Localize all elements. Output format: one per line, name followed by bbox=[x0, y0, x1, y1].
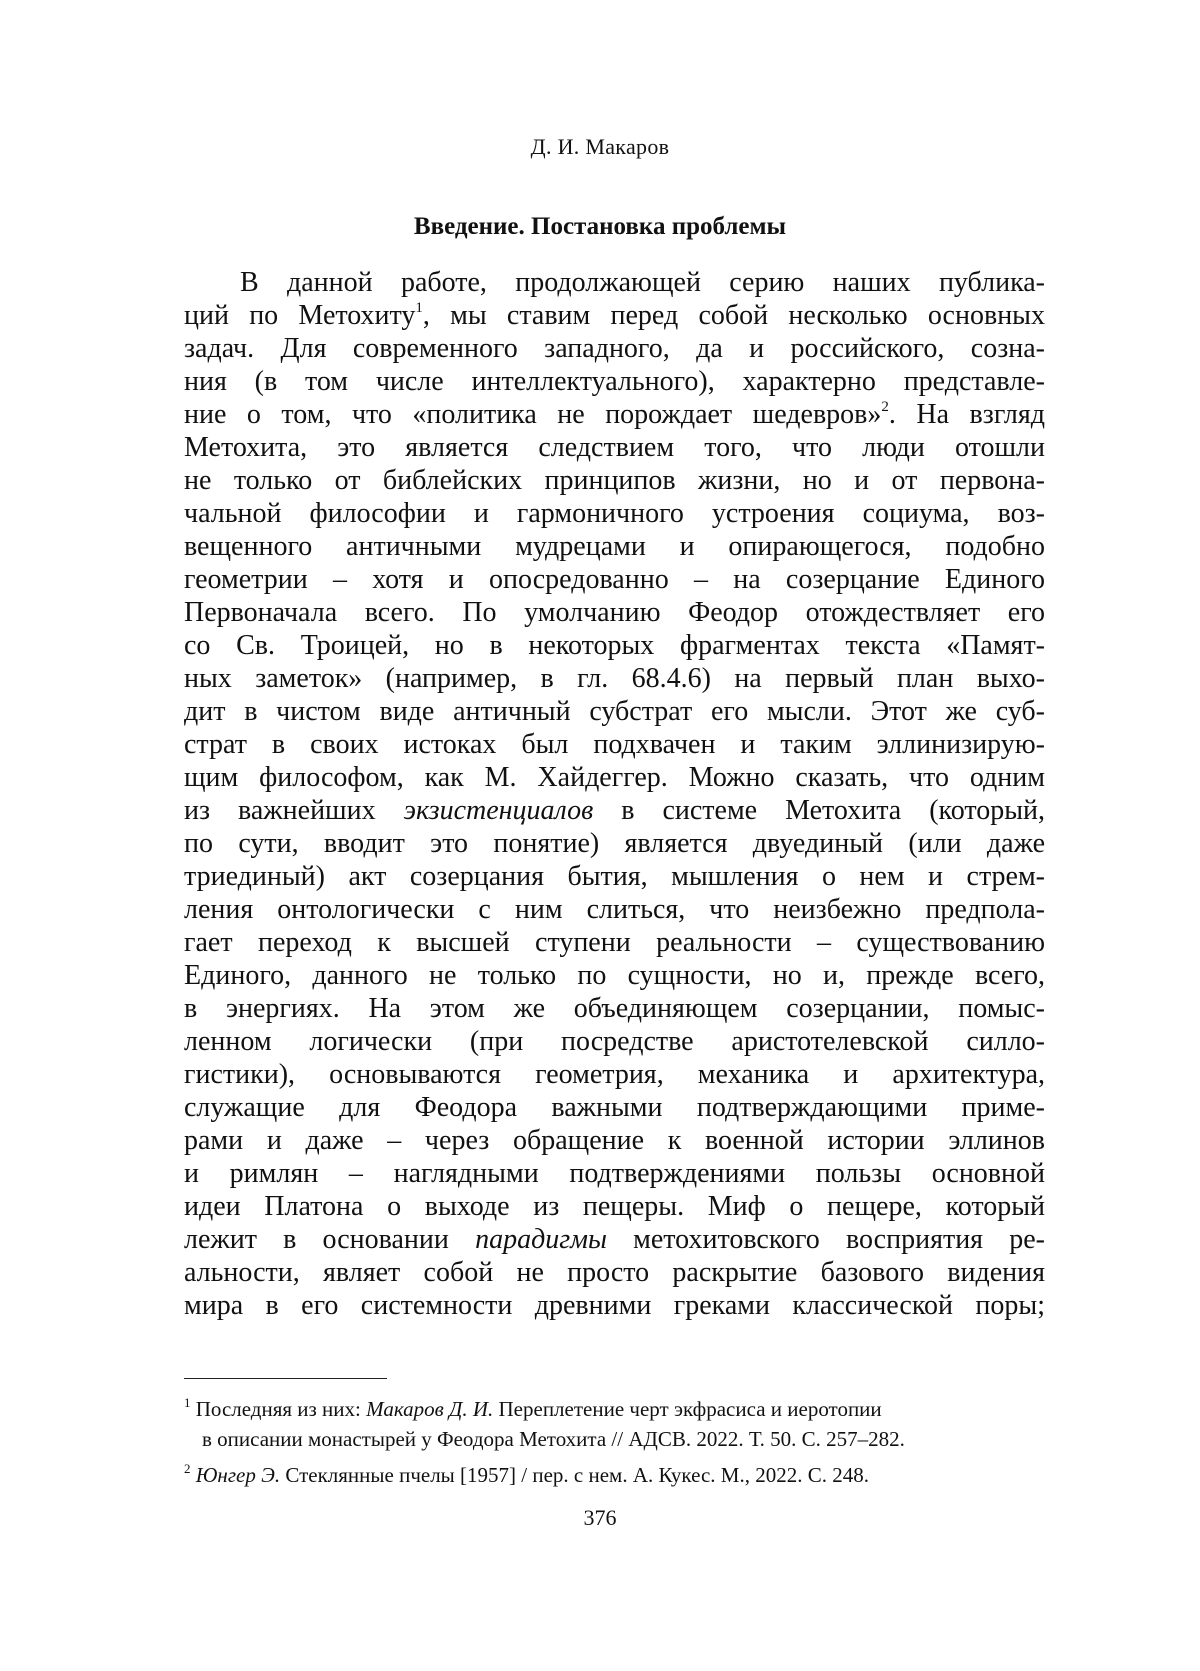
footnote-line: в описании монастырей у Феодора Метохита // АДСВ. 2022. Т. 50. С. 257–282. bbox=[184, 1424, 1045, 1454]
body-line: лежит в основании парадигмы метохитовского восприятия ре- bbox=[184, 1223, 1045, 1256]
footnote-line: 1 Последняя из них: Макаров Д. И. Переплетение черт экфрасиса и иеротопии bbox=[184, 1394, 1045, 1424]
body-line: В данной работе, продолжающей серию наших публика- bbox=[184, 266, 1045, 299]
body-line: ления онтологически с ним слиться, что неизбежно предпола- bbox=[184, 893, 1045, 926]
footnote-ref: 1 bbox=[415, 300, 423, 316]
footnote-line: 2 Юнгер Э. Стеклянные пчелы [1957] / пер. с нем. А. Кукес. М., 2022. С. 248. bbox=[184, 1460, 1045, 1490]
body-line: вещенного античными мудрецами и опирающегося, подобно bbox=[184, 530, 1045, 563]
body-line: ленном логически (при посредстве аристотелевской силло- bbox=[184, 1025, 1045, 1058]
body-line: Единого, данного не только по сущности, но и, прежде всего, bbox=[184, 959, 1045, 992]
footnotes bbox=[184, 1394, 1045, 1490]
body-line: служащие для Феодора важными подтверждающими приме- bbox=[184, 1091, 1045, 1124]
body-line: в энергиях. На этом же объединяющем созерцании, помыс- bbox=[184, 992, 1045, 1025]
body-line: Первоначала всего. По умолчанию Феодор отождествляет его bbox=[184, 596, 1045, 629]
body-line: задач. Для современного западного, да и российского, созна- bbox=[184, 332, 1045, 365]
body-line: Метохита, это является следствием того, что люди отошли bbox=[184, 431, 1045, 464]
body-line: идеи Платона о выходе из пещеры. Миф о пещере, который bbox=[184, 1190, 1045, 1223]
emphasis-text: парадигмы bbox=[475, 1224, 607, 1255]
emphasis-text: Юнгер Э. bbox=[196, 1463, 280, 1487]
footnote-separator bbox=[184, 1378, 387, 1379]
body-line: ния (в том числе интеллектуального), характерно представле- bbox=[184, 365, 1045, 398]
body-line: ние о том, что «политика не порождает шедевров»2. На взгляд bbox=[184, 398, 1045, 431]
emphasis-text: Макаров Д. И. bbox=[366, 1397, 493, 1421]
body-line: альности, являет собой не просто раскрытие базового видения bbox=[184, 1256, 1045, 1289]
section-title: Введение. Постановка проблемы bbox=[0, 213, 1200, 241]
body-line: из важнейших экзистенциалов в системе Метохита (который, bbox=[184, 794, 1045, 827]
body-text bbox=[184, 266, 1045, 1322]
body-line: по сути, вводит это понятие) является двуединый (или даже bbox=[184, 827, 1045, 860]
running-header-author: Д. И. Макаров bbox=[0, 134, 1200, 160]
body-line: гает переход к высшей ступени реальности – существованию bbox=[184, 926, 1045, 959]
emphasis-text: экзистенциалов bbox=[404, 795, 594, 826]
body-line: со Св. Троицей, но в некоторых фрагментах текста «Памят- bbox=[184, 629, 1045, 662]
body-line: щим философом, как М. Хайдеггер. Можно сказать, что одним bbox=[184, 761, 1045, 794]
footnote-ref: 2 bbox=[881, 399, 889, 415]
footnote-number: 2 bbox=[184, 1461, 191, 1476]
body-line: не только от библейских принципов жизни, но и от первона- bbox=[184, 464, 1045, 497]
page-number: 376 bbox=[0, 1505, 1200, 1531]
body-line: ций по Метохиту1, мы ставим перед собой несколько основных bbox=[184, 299, 1045, 332]
body-line: триединый) акт созерцания бытия, мышления о нем и стрем- bbox=[184, 860, 1045, 893]
body-line: страт в своих истоках был подхвачен и таким эллинизирую- bbox=[184, 728, 1045, 761]
body-line: мира в его системности древними греками классической поры; bbox=[184, 1289, 1045, 1322]
body-line: геометрии – хотя и опосредованно – на созерцание Единого bbox=[184, 563, 1045, 596]
body-line: ных заметок» (например, в гл. 68.4.6) на первый план выхо- bbox=[184, 662, 1045, 695]
body-line: чальной философии и гармоничного устроения социума, воз- bbox=[184, 497, 1045, 530]
body-line: дит в чистом виде античный субстрат его мысли. Этот же суб- bbox=[184, 695, 1045, 728]
body-line: и римлян – наглядными подтверждениями пользы основной bbox=[184, 1157, 1045, 1190]
body-line: рами и даже – через обращение к военной истории эллинов bbox=[184, 1124, 1045, 1157]
footnote-number: 1 bbox=[184, 1395, 191, 1410]
body-line: гистики), основываются геометрия, механика и архитектура, bbox=[184, 1058, 1045, 1091]
